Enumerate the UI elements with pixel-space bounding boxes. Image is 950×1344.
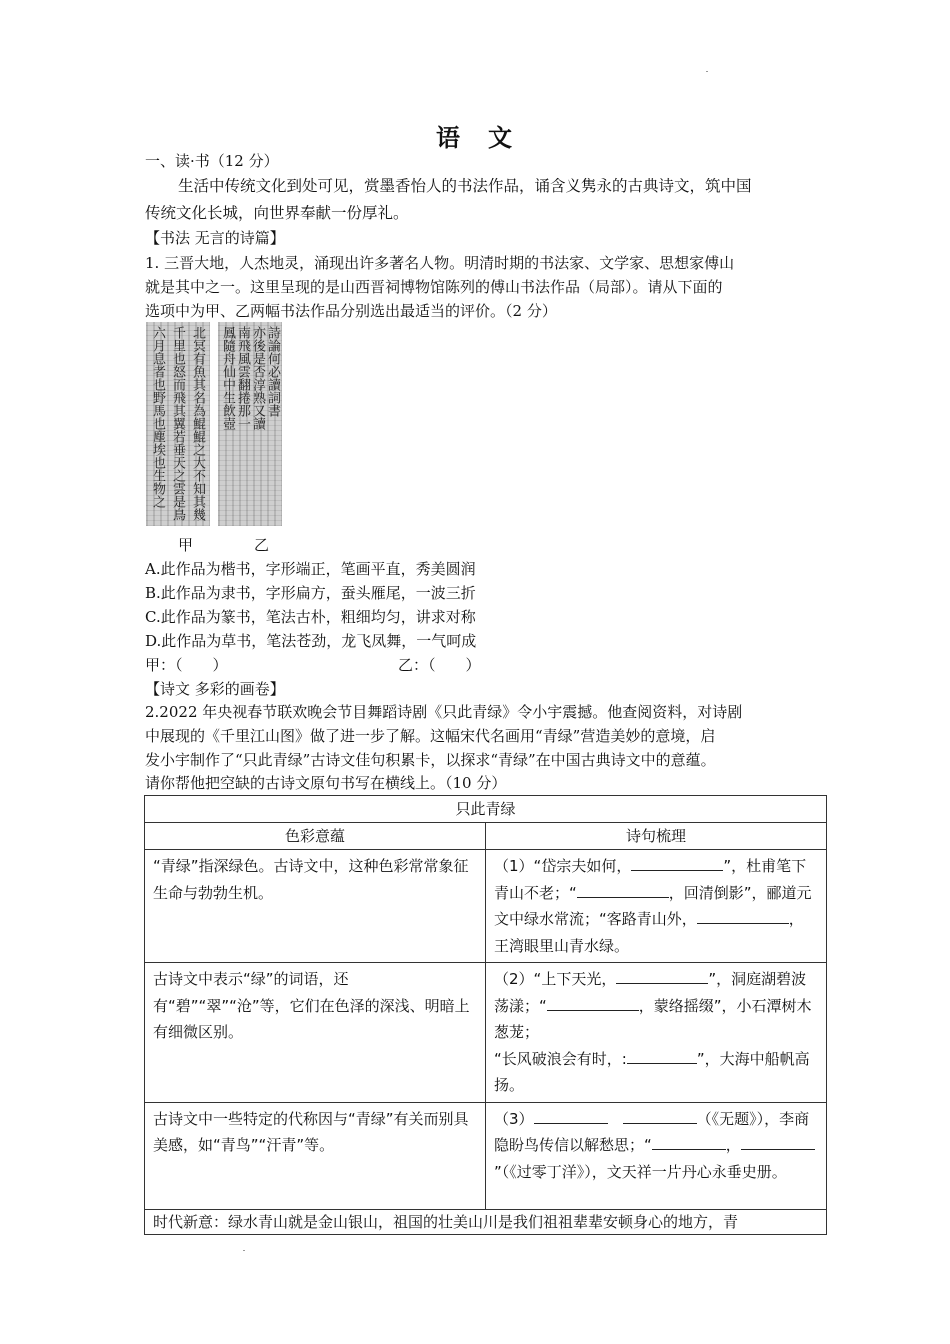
- calligraphy-column: 六月息者也野馬也塵埃也生物之: [150, 326, 165, 508]
- verse-text: （1）“岱宗夫如何，: [494, 857, 632, 875]
- image-label-jia: 甲: [178, 536, 194, 554]
- question-text: 选项中为甲、乙两幅书法作品分别选出最适当的评价。（2 分）: [145, 302, 557, 320]
- color-meaning-cell: “青绿”指深绿色。古诗文中，这种色彩常常象征生命与勃勃生机。: [145, 850, 486, 963]
- calligraphy-column: 鳳隨舟仙中生飲壺: [220, 326, 235, 430]
- option-a: A.此作品为楷书，字形端正，笔画平直，秀美圆润: [145, 560, 476, 578]
- intro-line: 生活中传统文化到处可见，赏墨香怡人的书法作品，诵含义隽永的古典诗文，筑中国: [178, 177, 752, 195]
- calligraphy-column: 詩論何必讀詞書: [265, 326, 280, 417]
- answer-jia: 甲：（ ）: [145, 656, 228, 674]
- fill-blank[interactable]: [697, 907, 789, 924]
- scan-speck: [706, 71, 708, 72]
- option-b: B.此作品为隶书，字形扁方，蚕头雁尾，一波三折: [145, 584, 476, 602]
- table-title: 只此青绿: [145, 796, 827, 823]
- column-header: 色彩意蕴: [145, 823, 486, 850]
- option-d: D.此作品为草书，笔法苍劲，龙飞凤舞，一气呵成: [145, 632, 477, 650]
- verse-cell: [486, 1102, 827, 1209]
- calligraphy-column: 北冥有魚其名為鯤鯤之大不知其幾: [190, 326, 205, 521]
- question-text: 1. 三晋大地，人杰地灵，涌现出许多著名人物。明清时期的书法家、文学家、思想家傅山: [145, 254, 735, 272]
- verse-text: ”，杜甫笔下青山不老；“: [494, 857, 807, 902]
- fill-blank[interactable]: [547, 994, 639, 1011]
- calligraphy-column: 南飛風雲翻捲那一: [235, 326, 250, 430]
- verse-text: ，王湾眼里山青水绿。: [494, 910, 804, 955]
- verse-cell: [486, 850, 827, 963]
- fill-blank[interactable]: [616, 967, 708, 984]
- fill-blank[interactable]: [627, 1047, 697, 1064]
- fill-blank[interactable]: [652, 1133, 726, 1150]
- table-footer: 时代新意：绿水青山就是金山银山，祖国的壮美山川是我们祖祖辈辈安顿身心的地方，青: [145, 1209, 827, 1234]
- fill-blank[interactable]: [623, 1107, 697, 1124]
- question-text: 就是其中之一。这里呈现的是山西晋祠博物馆陈列的傅山书法作品（局部）。请从下面的: [145, 278, 723, 296]
- section-heading: 一、读·书（12 分）: [145, 152, 279, 170]
- color-meaning-cell: 古诗文中表示“绿”的词语，还有“碧”“翠”“沧”等，它们在色泽的深浅、明暗上有细微区别。: [145, 963, 486, 1103]
- fill-blank[interactable]: [741, 1133, 815, 1150]
- verse-text: ，回清倒影”，郦道元文中绿水常流；“客路青山外，: [494, 883, 812, 928]
- option-c: C.此作品为篆书，笔法古朴，粗细均匀，讲求对称: [145, 608, 476, 626]
- fill-blank[interactable]: [631, 854, 723, 871]
- verse-text: ”（《过零丁洋》），文天祥一片丹心永垂史册。: [494, 1162, 787, 1181]
- verse-cell: [486, 963, 827, 1103]
- table-row: [145, 850, 827, 963]
- fill-blank[interactable]: [577, 881, 669, 898]
- table-row: [145, 963, 827, 1103]
- verse-text: （《无题》），李商隐盼鸟传信以解愁思；“: [494, 1109, 810, 1154]
- image-label-yi: 乙: [254, 536, 270, 554]
- calligraphy-image-jia: [146, 322, 210, 526]
- question-text: 发小宇制作了“只此青绿”古诗文佳句积累卡，以探求“青绿”在中国古典诗文中的意蕴。: [145, 751, 716, 769]
- calligraphy-column: 千里也怒而飛其翼若垂天之雲是鳥: [170, 326, 185, 521]
- verse-text: ”，大海中船帆高扬。: [494, 1049, 810, 1094]
- scan-speck: [243, 1250, 245, 1251]
- column-header: 诗句梳理: [486, 823, 827, 850]
- poetry-table: [144, 795, 827, 1235]
- table-row: [145, 1102, 827, 1209]
- fill-blank[interactable]: [534, 1107, 608, 1124]
- verse-text: “长风破浪会有时，:: [494, 1049, 627, 1068]
- part-heading: 【诗文 多彩的画卷】: [145, 680, 285, 698]
- intro-line: 传统文化长城，向世界奉献一份厚礼。: [145, 204, 409, 222]
- verse-text: （3）: [494, 1109, 534, 1128]
- color-meaning-cell: 古诗文中一些特定的代称因与“青绿”有关而别具美感，如“青鸟”“汗青”等。: [145, 1102, 486, 1209]
- question-text: 请你帮他把空缺的古诗文原句书写在横线上。（10 分）: [145, 774, 507, 792]
- calligraphy-column: 亦後是否淳熟又讀: [250, 326, 265, 430]
- part-heading: 【书法 无言的诗篇】: [145, 229, 285, 247]
- page-title: 语 文: [436, 123, 514, 152]
- verse-text: （2）“上下天光，: [494, 970, 617, 988]
- verse-text: ”，洞庭湖碧波荡漾；“: [494, 970, 807, 1015]
- verse-text: ，: [725, 1136, 741, 1154]
- answer-yi: 乙：（ ）: [398, 656, 481, 674]
- question-text: 中展现的《千里江山图》做了进一步了解。这幅宋代名画用“青绿”营造美妙的意境，启: [145, 727, 716, 745]
- verse-text: ，蒙络摇缀”，小石潭树木葱茏；: [494, 996, 812, 1041]
- calligraphy-image-yi: [218, 322, 282, 526]
- question-text: 2.2022 年央视春节联欢晚会节目舞蹈诗剧《只此青绿》令小宇震撼。他查阅资料，对诗剧: [145, 703, 743, 721]
